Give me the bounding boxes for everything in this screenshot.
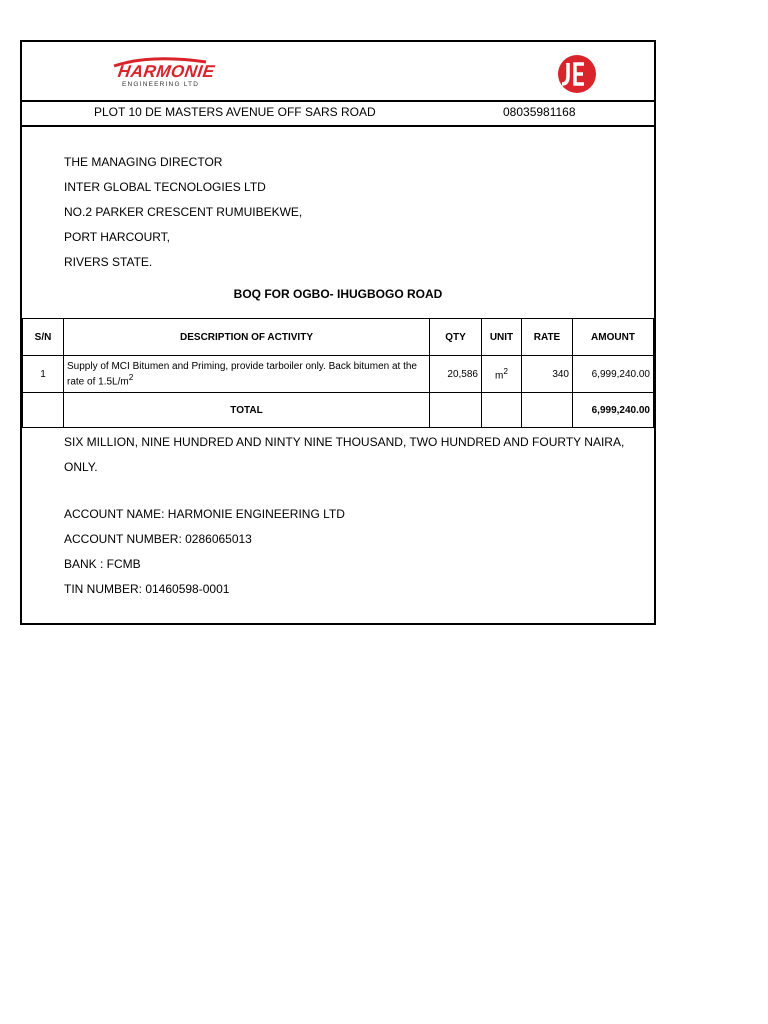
total-amount: 6,999,240.00 — [573, 393, 654, 428]
header-description: DESCRIPTION OF ACTIVITY — [64, 319, 430, 356]
header-unit: UNIT — [482, 319, 522, 356]
header-qty: QTY — [430, 319, 482, 356]
row-rate: 340 — [522, 356, 573, 393]
company-address: PLOT 10 DE MASTERS AVENUE OFF SARS ROAD — [94, 105, 376, 119]
total-label: TOTAL — [64, 393, 430, 428]
company-phone: 08035981168 — [503, 105, 576, 119]
boq-document — [20, 40, 656, 625]
total-unit-cell — [482, 393, 522, 428]
document-title: BOQ FOR OGBO- IHUGBOGO ROAD — [233, 287, 443, 301]
total-qty-cell — [430, 393, 482, 428]
recipient-line-1: THE MANAGING DIRECTOR — [64, 155, 223, 169]
table-row — [23, 356, 654, 393]
total-row — [23, 393, 654, 428]
table-header-row — [23, 319, 654, 356]
row-amount: 6,999,240.00 — [573, 356, 654, 393]
total-sn-cell — [23, 393, 64, 428]
row-sn: 1 — [23, 356, 64, 393]
amount-in-words: SIX MILLION, NINE HUNDRED AND NINTY NINE THOUSAND, TWO HUNDRED AND FOURTY NAIRA, ONLY. — [64, 435, 625, 474]
harmonie-logo — [110, 56, 220, 90]
row-unit-sup: 2 — [503, 366, 508, 377]
recipient-line-3: NO.2 PARKER CRESCENT RUMUIBEKWE, — [64, 205, 303, 219]
recipient-line-5: RIVERS STATE. — [64, 255, 153, 269]
account-name: ACCOUNT NAME: HARMONIE ENGINEERING LTD — [64, 507, 345, 521]
total-rate-cell — [522, 393, 573, 428]
account-details — [64, 502, 345, 602]
header-rate: RATE — [522, 319, 573, 356]
ie-logo-icon — [556, 54, 598, 94]
row-description-sup: 2 — [128, 371, 134, 382]
tin-number: TIN NUMBER: 01460598-0001 — [64, 582, 230, 596]
recipient-line-2: INTER GLOBAL TECNOLOGIES LTD — [64, 180, 266, 194]
row-unit — [482, 356, 522, 393]
recipient-block — [64, 150, 302, 275]
recipient-line-4: PORT HARCOURT, — [64, 230, 171, 244]
boq-table — [22, 318, 654, 428]
logo-name: HARMONIE — [116, 62, 216, 81]
bank-name: BANK : FCMB — [64, 557, 141, 571]
header-sn: S/N — [23, 319, 64, 356]
account-number: ACCOUNT NUMBER: 0286065013 — [64, 532, 252, 546]
address-divider — [22, 125, 654, 127]
header-amount: AMOUNT — [573, 319, 654, 356]
row-description-text: Supply of MCI Bitumen and Priming, provide tarboiler only. Back bitumen at the rate of 1.5L/m — [67, 360, 417, 388]
row-unit-text: m — [495, 370, 504, 382]
row-description — [64, 356, 430, 393]
row-qty: 20,586 — [430, 356, 482, 393]
header-divider — [22, 100, 654, 102]
logo-subtitle: ENGINEERING LTD — [122, 81, 200, 88]
